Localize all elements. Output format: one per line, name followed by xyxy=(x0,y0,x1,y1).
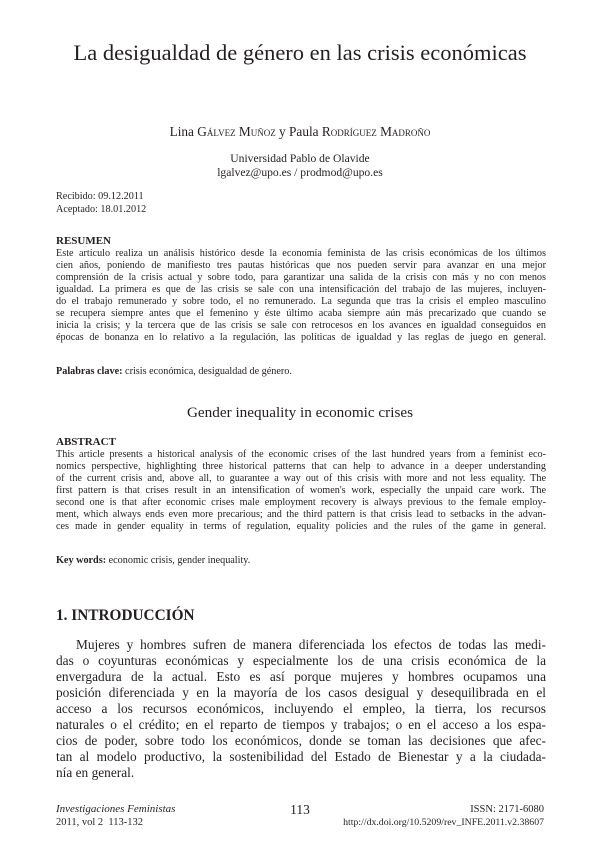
author-1-first: Lina xyxy=(169,124,198,139)
resumen-line: cien años, poniendo de manifiesto tres pautas históricas que nos pueden servir para avanzar en una mejor xyxy=(56,260,546,272)
key-words-text: economic crisis, gender inequality. xyxy=(106,555,251,566)
author-2-last: Rodríguez Madroño xyxy=(321,124,431,139)
intro-line: posición diferenciada y en la mayoría de los casos desigual y desequilibrada en el xyxy=(56,685,546,701)
emails: lgalvez@upo.es / prodmod@upo.es xyxy=(217,166,383,179)
resumen-line: igualdad. La primera es que de las crisis se sale con una intensificación del trabajo de las mujeres, incluyen- xyxy=(56,284,546,296)
intro-paragraph xyxy=(56,637,546,781)
issn: ISSN: 2171-6080 xyxy=(470,804,544,815)
resumen-line: se recupera siempre antes que el femenino y éste último acaba siempre aún más precarizado que cuando se xyxy=(56,308,546,320)
resumen-line: inicia la crisis; y la tercera que de las crisis se sale con retrocesos en los avances en igualdad conseguidos en xyxy=(56,320,546,332)
key-words xyxy=(56,555,250,566)
author-1-last: Gálvez Muñoz xyxy=(197,124,276,139)
received-date: Recibido: 09.12.2011 xyxy=(56,191,144,202)
article-title: La desigualdad de género en las crisis económicas xyxy=(73,40,527,65)
intro-line: Mujeres y hombres sufren de manera diferenciada los efectos de todas las medi- xyxy=(76,637,546,652)
author-separator: y xyxy=(275,124,290,139)
authors xyxy=(0,124,600,140)
resumen-line: do el trabajo remunerado y sobre todo, el no remunerado. La segunda que tras la crisis el empleo masculino xyxy=(56,296,546,308)
author-2-first: Paula xyxy=(289,124,322,139)
abstract-line: ces made in gender equality in terms of regulation, equality policies and the rules of the game in general. xyxy=(56,521,546,533)
palabras-clave xyxy=(56,366,292,377)
resumen-text xyxy=(56,248,546,344)
abstract-line: first pattern is that crises result in an intensification of women's work, especially the unpaid care work. The xyxy=(56,485,546,497)
resumen-line: Este artículo realiza un análisis histórico desde la economía feminista de las crisis económicas de los últimos xyxy=(56,248,546,259)
journal-volume: 2011, vol 2 113-132 xyxy=(56,817,144,828)
section-heading-introduccion: 1. INTRODUCCIÓN xyxy=(56,607,195,624)
footer-right xyxy=(343,803,544,829)
abstract-heading: ABSTRACT xyxy=(56,436,116,448)
journal-name: Investigaciones Feministas xyxy=(56,803,176,815)
abstract-text xyxy=(56,449,546,533)
abstract-line: nomics perspective, highlighting three historical patterns that can help to advance in a deeper understanding xyxy=(56,461,546,473)
intro-line: tan al modelo productivo, la sostenibilidad del Estado de Bienestar y a la ciudada- xyxy=(56,749,546,765)
intro-line: envergadura de la actual. Esto es así porque mujeres y hombres ocupamos una xyxy=(56,669,546,685)
abstract-line: second one is that after economic crises male employment recovery is always previous to the female employ- xyxy=(56,497,546,509)
doi-link[interactable]: http://dx.doi.org/10.5209/rev_INFE.2011.v2.38607 xyxy=(343,817,544,828)
key-words-label: Key words: xyxy=(56,555,107,566)
page-number: 113 xyxy=(290,802,310,817)
accepted-date: Aceptado: 18.01.2012 xyxy=(56,203,147,215)
affiliation-block xyxy=(0,152,600,180)
abstract-line: This article presents a historical analysis of the economic crises of the last hundred years from a feminist eco- xyxy=(56,449,546,460)
intro-line: cios de poder, sobre todo los económicos, donde se toman las decisiones que afec- xyxy=(56,733,546,749)
palabras-clave-text: crisis económica, desigualdad de género. xyxy=(122,366,292,377)
palabras-clave-label: Palabras clave: xyxy=(56,366,123,377)
abstract-line: ment, which always ends even more precarious; and the third pattern is that crisis lead to setbacks in the advan- xyxy=(56,509,546,521)
intro-line: naturales o el crédito; en el reparto de tiempos y trabajos; o en el acceso a los espa- xyxy=(56,717,546,733)
english-title: Gender inequality in economic crises xyxy=(186,404,414,421)
intro-line: das o coyunturas económicas y especialmente los de una crisis económica de la xyxy=(56,653,546,669)
resumen-heading: RESUMEN xyxy=(56,235,112,247)
resumen-line: comprensión de la crisis actual y sobre todo, para garantizar una salida de la crisis con más y no con menos xyxy=(56,272,546,284)
intro-line: nía en general. xyxy=(56,765,135,781)
intro-line: acceso a los recursos económicos, incluyendo el empleo, la tierra, los recursos xyxy=(56,701,546,717)
affiliation: Universidad Pablo de Olavide xyxy=(230,152,370,165)
resumen-line: épocas de bonanza en lo relativo a la regulación, las políticas de igualdad y las reglas de juego en general. xyxy=(56,332,546,344)
dates xyxy=(56,191,146,216)
abstract-line: of the current crisis and, above all, to guarantee a way out of this crisis with more and not less equality. The xyxy=(56,473,546,485)
